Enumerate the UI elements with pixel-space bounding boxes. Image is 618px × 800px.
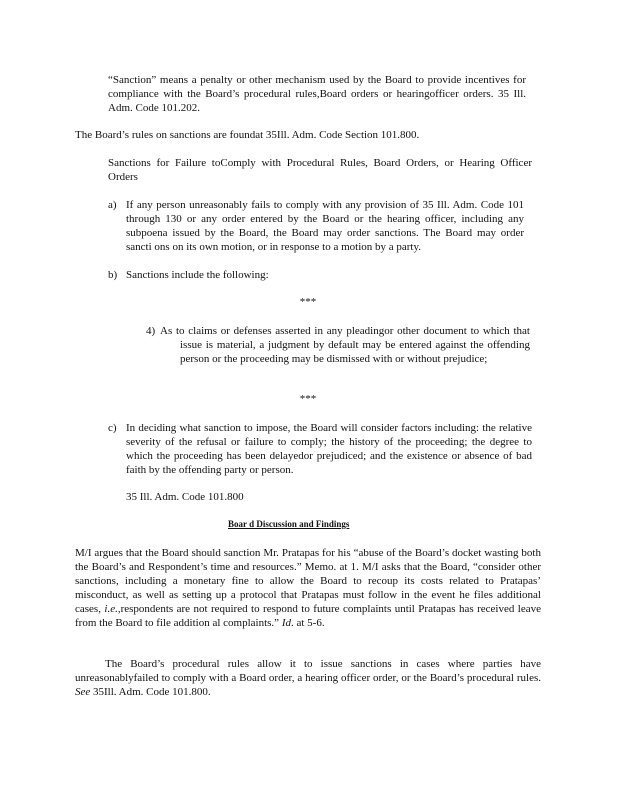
ellipsis-separator: ***	[299, 296, 317, 308]
list-item-b	[108, 268, 524, 282]
discussion-heading: Boar d Discussion and Findings	[228, 519, 350, 529]
list-marker: 4)	[146, 325, 156, 337]
list-marker: c)	[108, 422, 117, 434]
see-signal: See	[75, 686, 91, 698]
paragraph-text: . at 5-6.	[290, 617, 325, 629]
list-item-text: If any person unreasonably fails to comply with any provision of 35 Ill. Adm. Code 101 through 130 or any order entered by the Board or the hearing officer, including any subpoena issued by the Board, the Board may order sanctions. The Board may order sancti ons on its own motion, or in response to a motion by a party.	[126, 199, 524, 253]
list-item-a	[108, 198, 524, 254]
discussion-paragraph-2	[75, 657, 541, 699]
list-marker: b)	[108, 269, 118, 281]
section-title: Sanctions for Failure toComply with Procedural Rules, Board Orders, or Hearing Officer Orders	[108, 157, 532, 183]
paragraph-text: M/I argues that the Board should sanction Mr. Pratapas for his “abuse of the Board’s docket wasting both the Board’s and Respondent’s time and resources.” Memo. at 1. M/I asks that the Board, “consider other sanctions, including a monetary fine to allow the Board to recoup its costs related to Pratapas’ misconduct, as well as setting up a protocol that Pratapas must follow in the event he files additional cases,	[75, 547, 541, 615]
paragraph-text: ,respondents are not required to respond to future complaints until Pratapas has received leave from the Board to file addition al complaints.”	[75, 603, 541, 629]
list-item-text: As to claims or defenses asserted in any pleadingor other document to which that issue is material, a judgment by default may be entered against the offending person or the proceeding may be dismissed with or without prejudice;	[160, 325, 530, 365]
discussion-paragraph-1	[75, 546, 541, 630]
list-item-text: Sanctions include the following:	[126, 269, 269, 281]
sanction-definition-quote: “Sanction” means a penalty or other mechanism used by the Board to provide incentives for compliance with the Board’s procedural rules,Board orders or hearingofficer orders. 35 Ill. Adm. Code 101.202.	[108, 74, 526, 114]
paragraph-text: The Board’s procedural rules allow it to issue sanctions in cases where parties have unreasonablyfailed to comply with a Board order, a hearing officer order, or the Board’s procedural rules.	[75, 658, 541, 684]
rules-location-sentence: The Board’s rules on sanctions are foundat 35Ill. Adm. Code Section 101.800.	[75, 129, 420, 141]
list-item-4	[146, 324, 530, 366]
list-item-c	[108, 421, 532, 477]
id-citation: Id	[281, 617, 291, 629]
paragraph-text: 35Ill. Adm. Code 101.800.	[93, 686, 211, 698]
ie-abbrev: i.e.	[104, 603, 118, 615]
list-item-text: In deciding what sanction to impose, the Board will consider factors including: the relative severity of the refusal or failure to comply; the history of the proceeding; the degree to which the proceeding has been delayedor prejudiced; and the existence or absence of bad faith by the offending party or person.	[126, 422, 532, 476]
citation-101-800: 35 Ill. Adm. Code 101.800	[126, 491, 244, 503]
list-marker: a)	[108, 199, 117, 211]
ellipsis-separator: ***	[299, 393, 317, 405]
